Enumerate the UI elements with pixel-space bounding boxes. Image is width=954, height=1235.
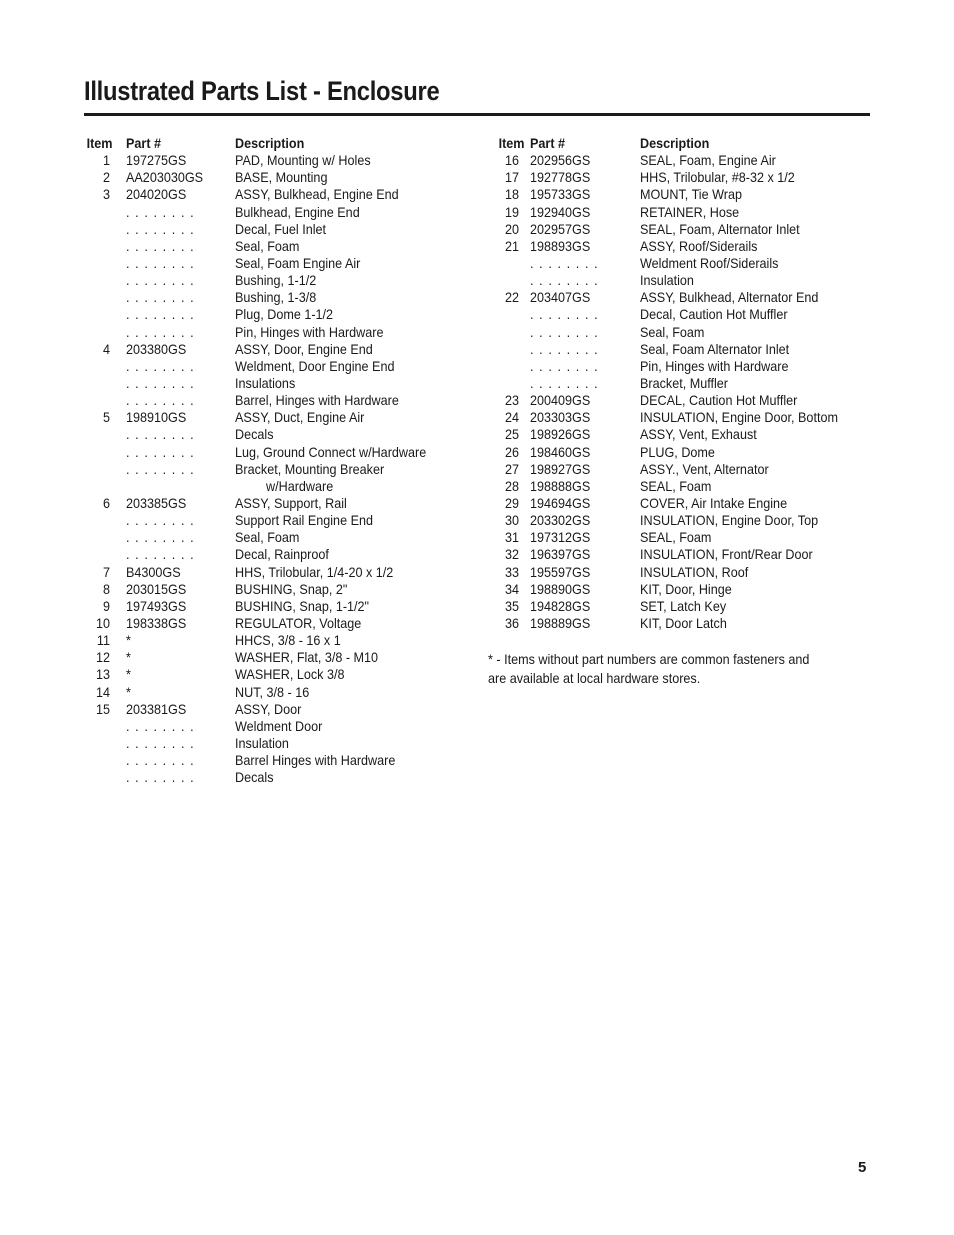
item-number: 19 xyxy=(504,203,519,220)
part-description: BUSHING, Snap, 2" xyxy=(235,580,348,597)
part-description: SEAL, Foam, Alternator Inlet xyxy=(640,220,800,237)
title-rule xyxy=(84,113,870,116)
part-number: 198460GS xyxy=(530,443,591,460)
table-row xyxy=(84,581,464,598)
table-row xyxy=(84,324,464,341)
table-row xyxy=(488,598,870,615)
sub-component: Bracket, Mounting Breaker xyxy=(235,460,385,477)
part-description: INSULATION, Roof xyxy=(640,563,749,580)
table-row xyxy=(488,581,870,598)
item-number: 20 xyxy=(504,220,519,237)
table-row xyxy=(84,358,464,375)
leader-dots: . . . . . . . . xyxy=(126,546,195,563)
item-number: 14 xyxy=(95,683,110,700)
part-description: ASSY, Door xyxy=(235,700,302,717)
leader-dots: . . . . . . . . xyxy=(126,374,195,391)
leader-dots: . . . . . . . . xyxy=(126,426,195,443)
table-row xyxy=(84,204,464,221)
item-number: 22 xyxy=(504,289,519,306)
table-header xyxy=(488,135,870,152)
part-number: * xyxy=(126,683,131,700)
table-row xyxy=(488,529,870,546)
part-number: 203303GS xyxy=(530,409,591,426)
table-row xyxy=(84,684,464,701)
item-number: 16 xyxy=(504,152,519,169)
table-row xyxy=(84,598,464,615)
part-number: 197493GS xyxy=(126,597,187,614)
item-number: 11 xyxy=(96,632,110,649)
table-row xyxy=(84,546,464,563)
part-number: 198926GS xyxy=(530,426,591,443)
table-header xyxy=(84,135,464,152)
item-number: 29 xyxy=(504,494,519,511)
table-row xyxy=(84,461,464,478)
sub-component: Pin, Hinges with Hardware xyxy=(640,357,789,374)
part-number: 204020GS xyxy=(126,186,187,203)
item-number: 27 xyxy=(504,460,519,477)
sub-component: Support Rail Engine End xyxy=(235,512,373,529)
table-row xyxy=(84,666,464,683)
item-number: 18 xyxy=(504,186,519,203)
leader-dots: . . . . . . . . xyxy=(126,529,195,546)
table-row xyxy=(488,289,870,306)
part-description: NUT, 3/8 - 16 xyxy=(235,683,310,700)
part-description: ASSY, Bulkhead, Engine End xyxy=(235,186,399,203)
sub-component: Bushing, 1-1/2 xyxy=(235,272,317,289)
leader-dots: . . . . . . . . xyxy=(530,306,599,323)
footnote-line: are available at local hardware stores. xyxy=(488,670,701,686)
sub-component: Plug, Dome 1-1/2 xyxy=(235,306,334,323)
item-number: 21 xyxy=(504,237,519,254)
sub-component: Bracket, Muffler xyxy=(640,374,729,391)
item-number: 31 xyxy=(504,529,519,546)
parts-table-left xyxy=(84,135,464,786)
leader-dots: . . . . . . . . xyxy=(126,512,195,529)
table-row xyxy=(488,512,870,529)
table-row xyxy=(488,461,870,478)
table-row xyxy=(84,426,464,443)
parts-list-left xyxy=(84,152,464,786)
part-description: BASE, Mounting xyxy=(235,169,328,186)
part-number: 203302GS xyxy=(530,512,591,529)
leader-dots: . . . . . . . . xyxy=(530,323,599,340)
part-number: 198888GS xyxy=(530,477,591,494)
table-row xyxy=(488,186,870,203)
sub-component: Decal, Rainproof xyxy=(235,546,329,563)
leader-dots: . . . . . . . . xyxy=(126,460,195,477)
sub-component: Lug, Ground Connect w/Hardware xyxy=(235,443,427,460)
header-item: Item xyxy=(498,135,525,151)
part-number: 203385GS xyxy=(126,494,187,511)
part-number: 196397GS xyxy=(530,546,591,563)
part-description: PLUG, Dome xyxy=(640,443,715,460)
leader-dots: . . . . . . . . xyxy=(126,237,195,254)
table-row xyxy=(84,564,464,581)
item-number: 36 xyxy=(504,614,519,631)
part-number: AA203030GS xyxy=(126,169,204,186)
item-number: 26 xyxy=(504,443,519,460)
part-number: 202956GS xyxy=(530,152,591,169)
header-description: Description xyxy=(235,135,305,151)
sub-component: Barrel, Hinges with Hardware xyxy=(235,392,399,409)
table-row xyxy=(84,478,464,495)
part-number: 194828GS xyxy=(530,597,591,614)
part-description: KIT, Door Latch xyxy=(640,614,727,631)
table-row xyxy=(488,426,870,443)
table-row xyxy=(488,392,870,409)
part-description: DECAL, Caution Hot Muffler xyxy=(640,392,798,409)
part-description: ASSY, Bulkhead, Alternator End xyxy=(640,289,819,306)
item-number: 15 xyxy=(95,700,110,717)
table-row xyxy=(488,341,870,358)
part-description: INSULATION, Engine Door, Top xyxy=(640,512,819,529)
table-row xyxy=(84,444,464,461)
table-row xyxy=(84,735,464,752)
part-description: HHS, Trilobular, 1/4-20 x 1/2 xyxy=(235,563,394,580)
item-number: 1 xyxy=(102,152,110,169)
part-number: 195597GS xyxy=(530,563,591,580)
part-number: 203380GS xyxy=(126,340,187,357)
table-row xyxy=(84,306,464,323)
part-number: 203015GS xyxy=(126,580,187,597)
table-row xyxy=(84,409,464,426)
item-number: 10 xyxy=(95,614,110,631)
leader-dots: . . . . . . . . xyxy=(126,306,195,323)
part-number: * xyxy=(126,632,131,649)
leader-dots: . . . . . . . . xyxy=(126,203,195,220)
leader-dots: . . . . . . . . xyxy=(530,272,599,289)
page-title: Illustrated Parts List - Enclosure xyxy=(84,76,440,106)
item-number: 33 xyxy=(504,563,519,580)
leader-dots: . . . . . . . . xyxy=(126,392,195,409)
part-description: ASSY, Roof/Siderails xyxy=(640,237,758,254)
table-row xyxy=(488,238,870,255)
table-row xyxy=(84,529,464,546)
part-description: ASSY, Support, Rail xyxy=(235,494,347,511)
leader-dots: . . . . . . . . xyxy=(126,272,195,289)
leader-dots: . . . . . . . . xyxy=(126,752,195,769)
table-row xyxy=(84,769,464,786)
part-number: 198893GS xyxy=(530,237,591,254)
table-row xyxy=(488,546,870,563)
table-row xyxy=(488,375,870,392)
part-number: 192940GS xyxy=(530,203,591,220)
part-description: WASHER, Flat, 3/8 - M10 xyxy=(235,649,379,666)
part-number: 198889GS xyxy=(530,614,591,631)
leader-dots: . . . . . . . . xyxy=(126,254,195,271)
sub-component: Seal, Foam xyxy=(235,237,300,254)
sub-component: Decals xyxy=(235,426,274,443)
table-row xyxy=(488,255,870,272)
header-part: Part # xyxy=(530,135,566,151)
parts-list-right xyxy=(488,152,870,632)
sub-component: Decal, Fuel Inlet xyxy=(235,220,327,237)
sub-component: Decals xyxy=(235,769,274,786)
part-number: 198338GS xyxy=(126,614,187,631)
table-row xyxy=(84,392,464,409)
item-number: 32 xyxy=(504,546,519,563)
item-number: 5 xyxy=(102,409,110,426)
item-number: 17 xyxy=(504,169,519,186)
table-row xyxy=(84,495,464,512)
part-description: INSULATION, Engine Door, Bottom xyxy=(640,409,838,426)
part-description: SEAL, Foam xyxy=(640,529,712,546)
table-row xyxy=(488,478,870,495)
part-number: * xyxy=(126,666,131,683)
part-number: 195733GS xyxy=(530,186,591,203)
item-number: 3 xyxy=(102,186,110,203)
part-description: COVER, Air Intake Engine xyxy=(640,494,788,511)
part-description: HHS, Trilobular, #8-32 x 1/2 xyxy=(640,169,795,186)
table-row xyxy=(84,272,464,289)
table-row xyxy=(488,444,870,461)
table-row xyxy=(84,615,464,632)
part-description: RETAINER, Hose xyxy=(640,203,740,220)
sub-component: Weldment Roof/Siderails xyxy=(640,254,779,271)
sub-component: Seal, Foam Alternator Inlet xyxy=(640,340,790,357)
leader-dots: . . . . . . . . xyxy=(530,340,599,357)
part-description: WASHER, Lock 3/8 xyxy=(235,666,345,683)
table-row xyxy=(488,324,870,341)
table-row xyxy=(84,375,464,392)
footnote-line: * - Items without part numbers are common fasteners and xyxy=(488,651,810,667)
item-number: 34 xyxy=(504,580,519,597)
item-number: 8 xyxy=(102,580,110,597)
leader-dots: . . . . . . . . xyxy=(126,734,195,751)
table-row xyxy=(84,341,464,358)
part-description: REGULATOR, Voltage xyxy=(235,614,362,631)
sub-component: Pin, Hinges with Hardware xyxy=(235,323,384,340)
table-row xyxy=(84,221,464,238)
item-number: 28 xyxy=(504,477,519,494)
part-description: MOUNT, Tie Wrap xyxy=(640,186,742,203)
item-number: 13 xyxy=(95,666,110,683)
part-number: 203407GS xyxy=(530,289,591,306)
table-row xyxy=(84,255,464,272)
sub-component: Insulation xyxy=(640,272,694,289)
sub-component: Weldment Door xyxy=(235,717,323,734)
header-description: Description xyxy=(640,135,710,151)
part-number: 197275GS xyxy=(126,152,187,169)
part-description: SET, Latch Key xyxy=(640,597,727,614)
sub-component: Insulation xyxy=(235,734,289,751)
sub-component: Decal, Caution Hot Muffler xyxy=(640,306,788,323)
sub-component: Bushing, 1-3/8 xyxy=(235,289,317,306)
header-item: Item xyxy=(86,135,113,151)
part-description: ASSY, Duct, Engine Air xyxy=(235,409,365,426)
item-number: 7 xyxy=(102,563,110,580)
part-description: SEAL, Foam xyxy=(640,477,712,494)
item-number: 23 xyxy=(504,392,519,409)
table-row xyxy=(84,169,464,186)
leader-dots: . . . . . . . . xyxy=(126,769,195,786)
part-description: PAD, Mounting w/ Holes xyxy=(235,152,371,169)
item-number: 2 xyxy=(102,169,110,186)
part-description: ASSY, Vent, Exhaust xyxy=(640,426,757,443)
part-description: ASSY, Door, Engine End xyxy=(235,340,373,357)
part-description: SEAL, Foam, Engine Air xyxy=(640,152,776,169)
part-number: 194694GS xyxy=(530,494,591,511)
table-row xyxy=(488,204,870,221)
part-number: 198890GS xyxy=(530,580,591,597)
page-number: 5 xyxy=(858,1159,867,1176)
part-number: 200409GS xyxy=(530,392,591,409)
table-row xyxy=(84,238,464,255)
leader-dots: . . . . . . . . xyxy=(126,220,195,237)
item-number: 6 xyxy=(102,494,110,511)
table-row xyxy=(488,272,870,289)
part-number: 197312GS xyxy=(530,529,591,546)
item-number: 30 xyxy=(504,512,519,529)
sub-component: Seal, Foam xyxy=(235,529,300,546)
item-number: 25 xyxy=(504,426,519,443)
part-description: HHCS, 3/8 - 16 x 1 xyxy=(235,632,341,649)
table-row xyxy=(84,649,464,666)
header-part: Part # xyxy=(126,135,162,151)
part-description: KIT, Door, Hinge xyxy=(640,580,732,597)
sub-component: Insulations xyxy=(235,374,296,391)
leader-dots: . . . . . . . . xyxy=(126,357,195,374)
leader-dots: . . . . . . . . xyxy=(530,374,599,391)
table-row xyxy=(488,221,870,238)
part-description: INSULATION, Front/Rear Door xyxy=(640,546,813,563)
part-description: BUSHING, Snap, 1-1/2" xyxy=(235,597,370,614)
leader-dots: . . . . . . . . xyxy=(126,717,195,734)
table-row xyxy=(488,564,870,581)
part-description: ASSY., Vent, Alternator xyxy=(640,460,769,477)
table-row xyxy=(84,512,464,529)
item-number: 12 xyxy=(95,649,110,666)
leader-dots: . . . . . . . . xyxy=(530,254,599,271)
item-number: 4 xyxy=(102,340,110,357)
item-number: 35 xyxy=(504,597,519,614)
part-number: 203381GS xyxy=(126,700,187,717)
sub-component: Barrel Hinges with Hardware xyxy=(235,752,396,769)
table-row xyxy=(84,752,464,769)
table-row xyxy=(84,152,464,169)
sub-component: Bulkhead, Engine End xyxy=(235,203,360,220)
table-row xyxy=(84,701,464,718)
part-number: * xyxy=(126,649,131,666)
table-row xyxy=(488,495,870,512)
item-number: 9 xyxy=(102,597,110,614)
table-row xyxy=(84,289,464,306)
leader-dots: . . . . . . . . xyxy=(530,357,599,374)
sub-component: Seal, Foam Engine Air xyxy=(235,254,361,271)
table-row xyxy=(488,306,870,323)
part-number: 198910GS xyxy=(126,409,187,426)
part-number: B4300GS xyxy=(126,563,181,580)
footnote xyxy=(488,650,870,688)
sub-component: Weldment, Door Engine End xyxy=(235,357,395,374)
leader-dots: . . . . . . . . xyxy=(126,323,195,340)
part-number: 192778GS xyxy=(530,169,591,186)
table-row xyxy=(84,186,464,203)
part-number: 202957GS xyxy=(530,220,591,237)
part-number: 198927GS xyxy=(530,460,591,477)
table-row xyxy=(488,152,870,169)
table-row xyxy=(488,358,870,375)
table-row xyxy=(84,632,464,649)
sub-component: Seal, Foam xyxy=(640,323,705,340)
leader-dots: . . . . . . . . xyxy=(126,289,195,306)
table-row xyxy=(488,169,870,186)
leader-dots: . . . . . . . . xyxy=(126,443,195,460)
table-row xyxy=(488,615,870,632)
item-number: 24 xyxy=(504,409,519,426)
table-row xyxy=(488,409,870,426)
description-continuation: w/Hardware xyxy=(266,477,334,494)
parts-table-right xyxy=(488,135,870,632)
table-row xyxy=(84,718,464,735)
